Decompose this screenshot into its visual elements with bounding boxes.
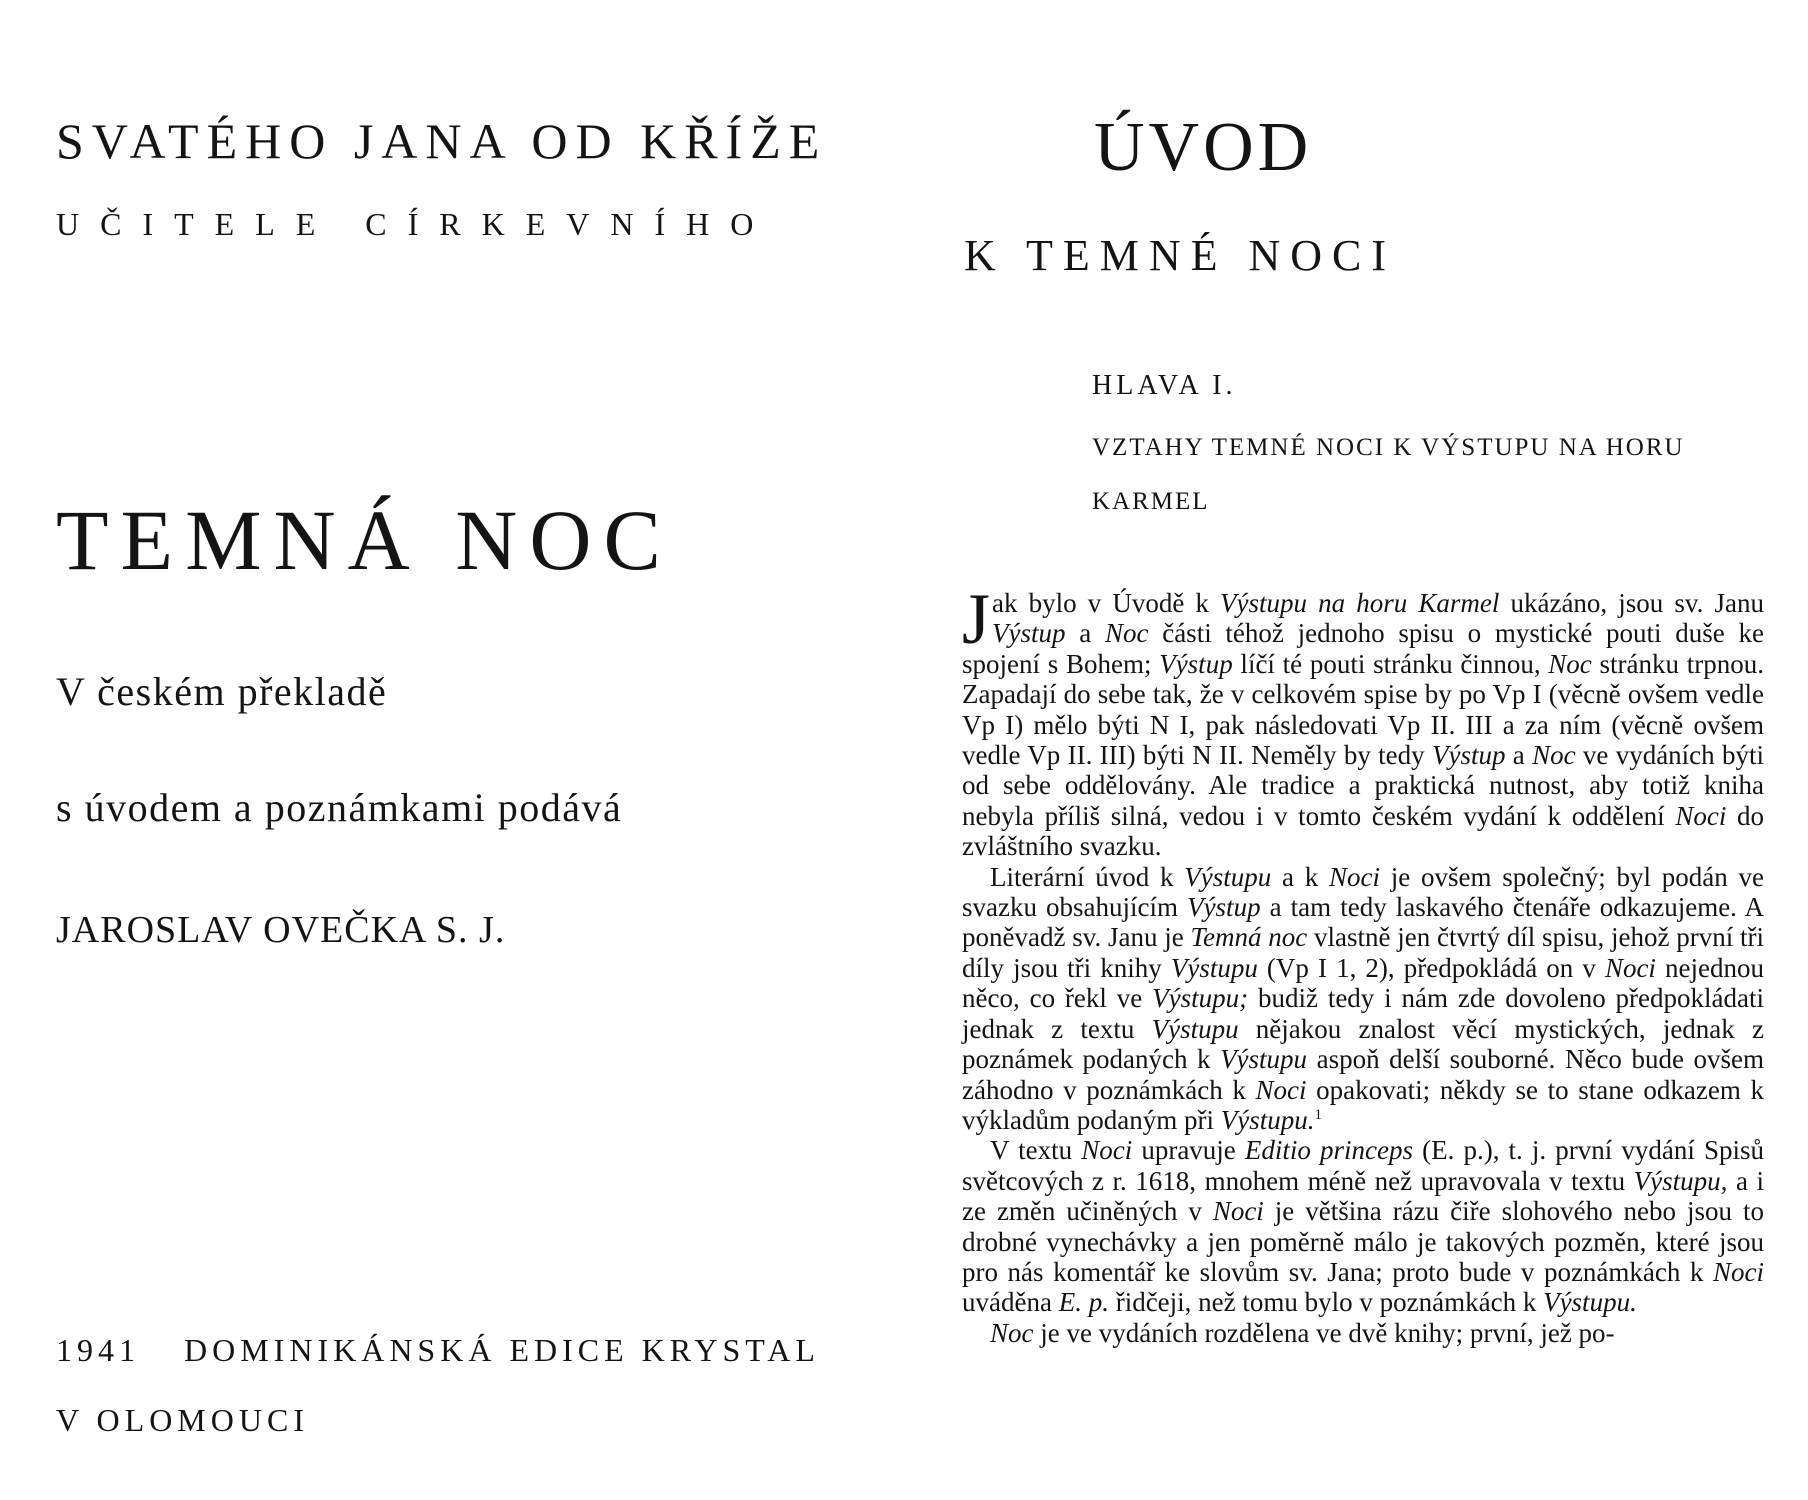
introduction-page <box>904 0 1808 1500</box>
paragraph-3: V textu Noci upravuje Editio princeps (E. p.), t. j. první vydání Spisů světcových z r. 1618, mnohem méně než upravovala v textu Výstupu, a i ze změn učiněných v Noci je většina rázu čiře slohového nebo jsou to drobné vynechávky a jen poměrně málo je takových pozměn, které jsou pro nás komentář ke slovům sv. Jana; proto bude v poznámkách k Noci uváděna E. p. řidčeji, než tomu bylo v poznámkách k Výstupu. <box>962 1135 1765 1318</box>
book-title: TEMNÁ NOC <box>56 492 673 588</box>
section-title: ÚVOD <box>1094 109 1313 186</box>
publication-city: V OLOMOUCI <box>56 1402 309 1438</box>
section-subtitle: K TEMNÉ NOCI <box>964 231 1397 280</box>
paragraph-1: Jak bylo v Úvodě k Výstupu na horu Karmel ukázáno, jsou sv. Janu Výstup a Noc části téhož jednoho spisu o mystické pouti duše ke spojení s Bohem; Výstup líčí té pouti stránku činnou, Noc stránku trpnou. Zapadají do sebe tak, že v celkovém spise by po Vp I (věcně ovšem vedle Vp I) mělo býti N I, pak následovati Vp II. III a za ním (věcně ovšem vedle Vp II. III) býti N II. Neměly by tedy Výstup a Noc ve vydáních býti od sebe oddělovány. Ale tradice a praktická nutnost, aby totiž kniha nebyla příliš silná, vedou i v tomto českém vydání k oddělení Noci do zvláštního svazku. <box>962 579 1765 862</box>
translation-line: V českém překladě <box>56 669 388 714</box>
paragraph-2: Literární úvod k Výstupu a k Noci je ovšem společný; byl podán ve svazku obsahujícím Výstup a tam tedy laskavého čtenáře odkazujeme. A poněvadž sv. Janu je Temná noc vlastně jen čtvrtý díl spisu, jehož první tři díly jsou tři knihy Výstupu (Vp I 1, 2), předpokládá on v Noci nejednou něco, co řekl ve Výstupu; budiž tedy i nám zde dovoleno předpokládati jednak z textu Výstupu nějakou znalost věcí mystických, jednak z poznámek podaných k Výstupu aspoň delší souborné. Něco bude ovšem záhodno v poznámkách k Noci opakovati; někdy se to stane odkazem k výkladům podaným při Výstupu.$^1$ <box>962 861 1765 1135</box>
translator-name: JAROSLAV OVEČKA S. J. <box>56 909 506 951</box>
footnote-marker: 1 <box>1314 1106 1322 1123</box>
paragraph-4: Noc je ve vydáních rozdělena ve dvě knihy; první, jež po- <box>990 1317 1615 1348</box>
chapter-title-line-2: KARMEL <box>1092 488 1210 515</box>
drop-cap: J <box>962 579 991 659</box>
chapter-label: HLAVA I. <box>1092 370 1237 401</box>
author-line: SVATÉHO JANA OD KŘÍŽE <box>56 113 828 169</box>
author-subline: UČITELE CÍRKEVNÍHO <box>56 206 775 242</box>
publisher-name: DOMINIKÁNSKÁ EDICE KRYSTAL <box>184 1332 820 1368</box>
body-text <box>962 579 1765 1348</box>
chapter-title-line-1: VZTAHY TEMNÉ NOCI K VÝSTUPU NA HORU <box>1092 434 1685 461</box>
translation-credit-line: s úvodem a poznámkami podává <box>56 785 623 830</box>
publication-year: 1941 <box>56 1332 140 1368</box>
